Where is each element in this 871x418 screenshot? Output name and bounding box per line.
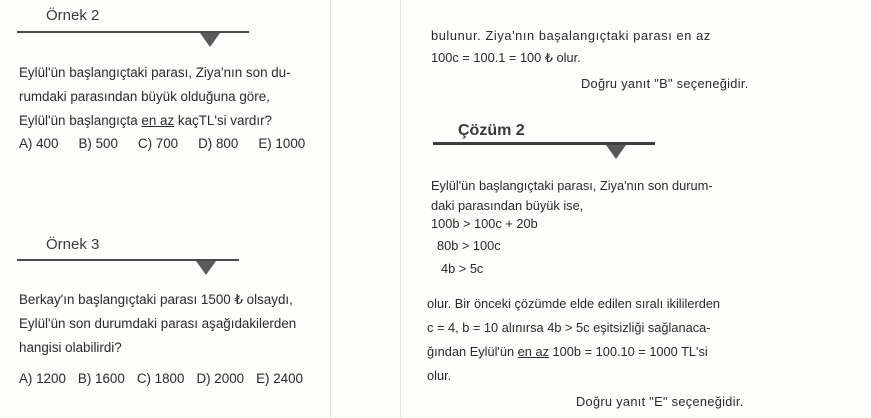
option-d: D) 800 — [198, 136, 239, 151]
example-2-line-1: Eylül'ün başlangıçtaki parası, Ziya'nın son du- — [19, 65, 291, 80]
inequality-2: 80b > 100c — [437, 238, 501, 253]
solution-2-para-line-2: c = 4, b = 10 alınırsa 4b > 5c eşitsizliği sağlanaca- — [427, 320, 711, 335]
solution-2-para-line-4: olur. — [427, 368, 452, 383]
example-3-options — [19, 368, 303, 390]
solution-2-para-line-1: olur. Bir önceki çözümde elde edilen sıralı ikililerden — [427, 296, 721, 311]
example-2-heading: Örnek 2 — [46, 7, 100, 24]
scan-artifact-line — [400, 0, 401, 418]
inequality-3: 4b > 5c — [441, 261, 484, 276]
solution-1-line-1: bulunur. Ziya'nın başalangıçtaki parası en az — [431, 28, 711, 43]
solution-2-rule-marker — [606, 145, 626, 159]
example-2-line-2: rumdaki parasından büyük olduğuna göre, — [19, 89, 270, 104]
example-2-options — [19, 133, 325, 155]
scan-artifact-line — [330, 0, 331, 418]
solution-2-para-line-3: ğından Eylül'ün en az 100b = 100.10 = 1000 TL'si — [427, 344, 708, 359]
option-b: B) 1600 — [77, 371, 125, 386]
option-c: C) 1800 — [136, 371, 185, 386]
option-e: E) 1000 — [258, 136, 306, 151]
example-2-rule-marker — [200, 33, 220, 47]
solution-2-answer: Doğru yanıt "E" seçeneğidir. — [576, 394, 744, 409]
example-3-line-1: Berkay'ın başlangıçtaki parası 1500 ₺ olsaydı, — [19, 292, 293, 307]
solution-2-line-1: Eylül'ün başlangıçtaki parası, Ziya'nın son durum- — [431, 178, 713, 193]
option-d: D) 2000 — [196, 371, 245, 386]
option-e: E) 2400 — [256, 371, 303, 386]
example-3-heading: Örnek 3 — [46, 236, 100, 253]
option-a: A) 400 — [19, 136, 59, 151]
option-c: C) 700 — [137, 136, 179, 151]
solution-2-heading: Çözüm 2 — [458, 122, 525, 139]
solution-1-answer: Doğru yanıt "B" seçeneğidir. — [581, 76, 749, 91]
example-3-line-3: hangisi olabilirdi? — [19, 340, 122, 355]
inequality-1: 100b > 100c + 20b — [431, 216, 538, 231]
example-3-line-2: Eylül'ün son durumdaki parası aşağıdakilerden — [19, 316, 297, 331]
option-a: A) 1200 — [19, 371, 66, 386]
solution-2-line-2: daki parasından büyük ise, — [431, 198, 584, 213]
solution-1-line-2: 100c = 100.1 = 100 ₺ olur. — [431, 50, 581, 65]
example-2-question: Eylül'ün başlangıçta en az kaçTL'si vardır? — [19, 113, 272, 128]
example-3-rule-marker — [196, 261, 216, 275]
option-b: B) 500 — [78, 136, 118, 151]
